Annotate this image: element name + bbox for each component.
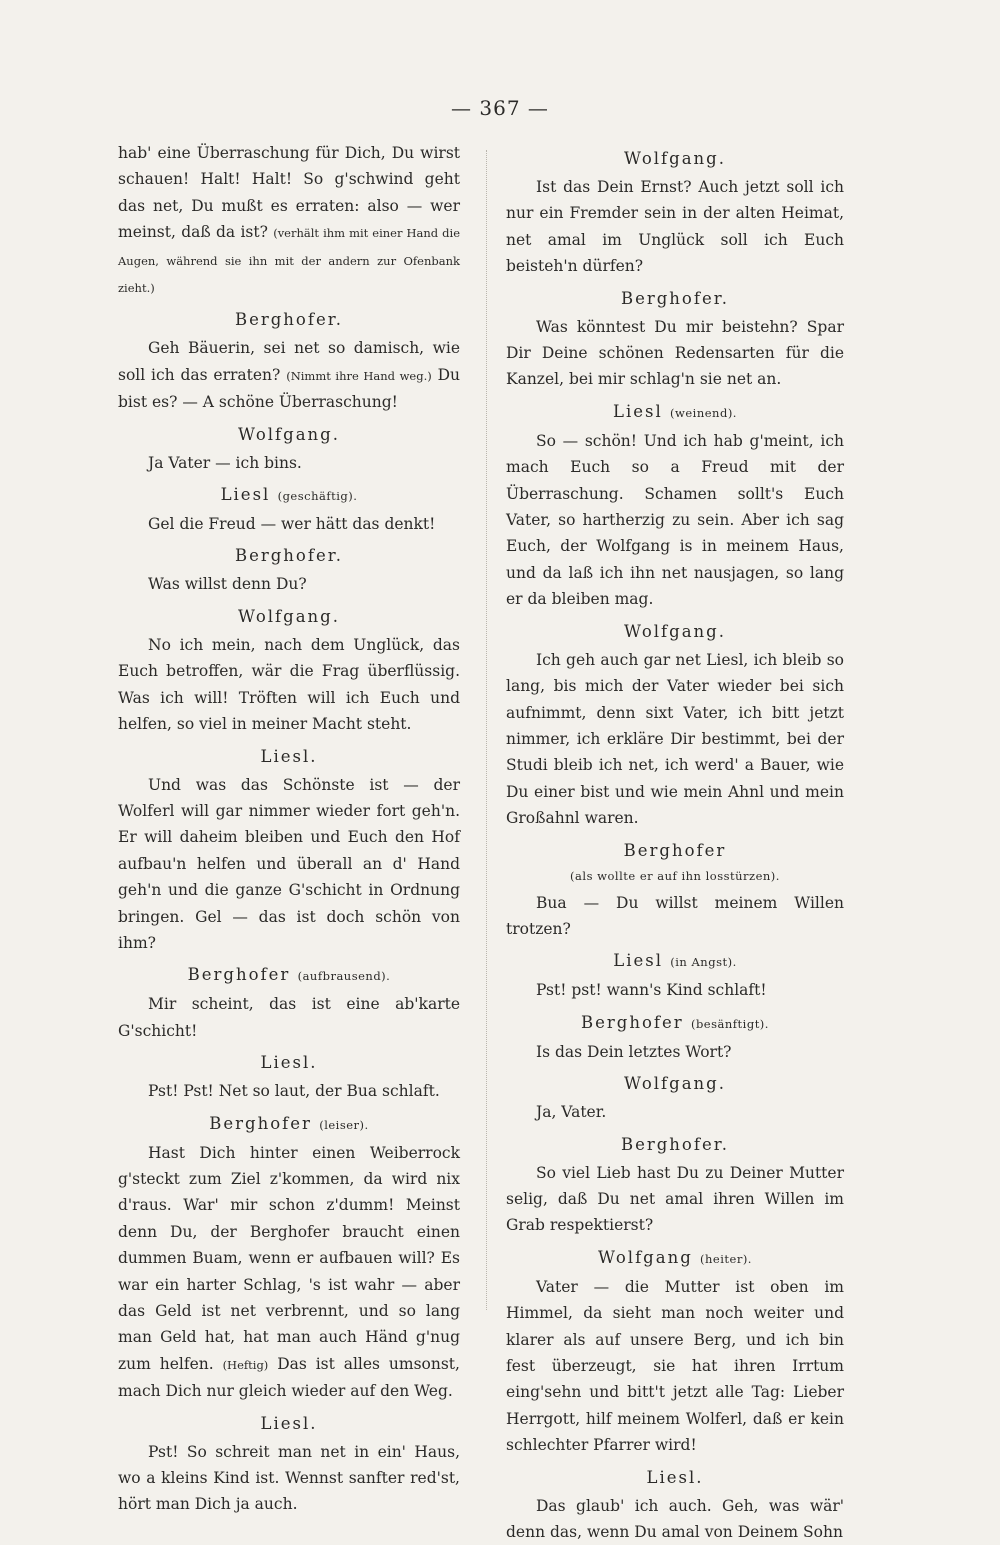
dialogue-text: Du bist es? — A schöne Überraschung!: [118, 365, 460, 412]
speaker-name: Berghofer: [581, 1012, 684, 1032]
speaker-name: Liesl.: [260, 1053, 318, 1073]
speaker-heading: [118, 744, 460, 770]
speaker-heading: [506, 1465, 844, 1491]
dialogue-text: Geh Bäuerin, sei net so damisch, wie soll ich das erraten?: [118, 339, 460, 384]
stage-direction: (geschäftig).: [277, 489, 358, 504]
dialogue-text: Ist das Dein Ernst? Auch jetzt soll ich nur ein Fremder sein in der alten Heimat, net amal im Unglück soll ich Euch beisteh'n dürfen?: [506, 178, 844, 276]
dialogue-text: Is das Dein letztes Wort?: [536, 1042, 732, 1061]
speaker-heading: [506, 1010, 844, 1037]
dialogue-paragraph: [506, 1099, 844, 1125]
dialogue-paragraph: [506, 174, 844, 280]
dialogue-paragraph: [506, 977, 844, 1003]
dialogue-text: Ich geh auch gar net Liesl, ich bleib so lang, bis mich der Vater wieder bei sich aufnimmt, denn sixt Vater, ich bitt jetzt nimmer, ich erkläre Dir bestimmt, bei der Studi bleib ich net, ich werd' a Bauer, wie Du einer bist und wie mein Ahnl und mein Großahnl waren.: [506, 650, 844, 828]
left-column: [118, 140, 460, 1518]
dialogue-text: So viel Lieb hast Du zu Deiner Mutter selig, daß Du net amal ihren Willen im Grab respektierst?: [506, 1163, 844, 1235]
speaker-heading: [118, 604, 460, 630]
dialogue-paragraph: [118, 140, 460, 301]
dialogue-paragraph: [118, 511, 460, 537]
dialogue-text: Das glaub' ich auch. Geh, was wär' denn das, wenn Du amal von Deinem Sohn: [506, 1496, 844, 1542]
speaker-name: Wolfgang: [598, 1247, 693, 1267]
dialogue-paragraph: [506, 647, 844, 832]
speaker-heading: [118, 307, 460, 333]
stage-direction: (als wollte er auf ihn losstürzen).: [570, 868, 780, 883]
speaker-name: Berghofer.: [234, 310, 344, 330]
speaker-heading: [506, 838, 844, 864]
dialogue-text: Mir scheint, das ist eine ab'karte G'schicht!: [118, 995, 460, 1040]
dialogue-text: Ja, Vater.: [536, 1103, 607, 1122]
speaker-name: Wolfgang.: [624, 1074, 726, 1094]
speaker-name: Berghofer: [623, 840, 727, 860]
dialogue-text: Das ist alles umsonst, mach Dich nur gleich wieder auf den Weg.: [118, 1354, 460, 1401]
stage-direction: (in Angst).: [670, 955, 737, 970]
dialogue-text: Was könntest Du mir beistehn? Spar Dir Deine schönen Redensarten für die Kanzel, bei mir schlag'n sie net an.: [506, 317, 844, 389]
stage-direction: (verhält ihm mit einer Hand die Augen, während sie ihn mit der andern zur Ofenbank zieht.): [118, 226, 460, 296]
stage-direction: (weinend).: [670, 405, 737, 420]
speaker-heading: [506, 948, 844, 975]
speaker-heading: [506, 619, 844, 645]
speaker-name: Liesl: [220, 485, 271, 505]
dialogue-text: Gel die Freud — wer hätt das denkt!: [148, 515, 436, 534]
speaker-name: Wolfgang.: [238, 424, 340, 444]
dialogue-text: Pst! pst! wann's Kind schlaft!: [536, 981, 767, 1000]
dialogue-text: Was willst denn Du?: [148, 575, 307, 594]
dialogue-paragraph: [118, 1439, 460, 1518]
dialogue-text: No ich mein, nach dem Unglück, das Euch betroffen, wär die Frag überflüssig. Was ich will! Tröften will ich Euch und helfen, so viel in meiner Macht steht.: [118, 635, 460, 734]
speaker-name: Berghofer.: [234, 546, 344, 566]
right-column: [506, 140, 844, 1545]
dialogue-paragraph: [118, 991, 460, 1044]
dialogue-paragraph: [118, 772, 460, 957]
speaker-heading: [506, 399, 844, 426]
dialogue-paragraph: [118, 632, 460, 738]
dialogue-paragraph: [506, 1493, 844, 1545]
speaker-heading: [118, 543, 460, 569]
speaker-name: Liesl: [613, 401, 663, 421]
speaker-name: Liesl.: [260, 746, 318, 766]
speaker-heading: [506, 146, 844, 172]
dialogue-paragraph: [118, 571, 460, 597]
stage-direction: (aufbrausend).: [297, 969, 391, 984]
dialogue-paragraph: [506, 1274, 844, 1459]
stage-direction: (Heftig): [222, 1357, 269, 1372]
speaker-name: Berghofer.: [620, 1134, 730, 1154]
dialogue-text: hab' eine Überraschung für Dich, Du wirst schauen! Halt! Halt! So g'schwind geht das net, Du mußt es erraten: also — wer meinst, daß da ist?: [118, 144, 460, 242]
speaker-name: Berghofer: [187, 965, 291, 985]
speaker-name: Wolfgang.: [624, 149, 726, 168]
speaker-heading: [506, 1132, 844, 1158]
speaker-heading: [118, 1411, 460, 1437]
dialogue-paragraph: [118, 335, 460, 415]
speaker-heading: [118, 482, 460, 509]
stage-direction: (Nimmt ihre Hand weg.): [286, 368, 432, 383]
stage-direction: (besänftigt).: [690, 1016, 769, 1031]
column-divider: [486, 150, 488, 1310]
dialogue-text: Vater — die Mutter ist oben im Himmel, da sieht man noch weiter und klarer als auf unsere Berg, und ich bin fest überzeugt, sie hat ihren Irrtum eing'sehn und bitt't jetzt alle Tag: Lieber Herrgott, hilf meinem Wolferl, daß er kein schlechter Pfarrer wird!: [506, 1277, 844, 1455]
speaker-heading: [118, 962, 460, 989]
dialogue-paragraph: [506, 1039, 844, 1065]
dialogue-paragraph: [118, 450, 460, 476]
speaker-name: Liesl.: [646, 1467, 704, 1487]
speaker-heading: [506, 286, 844, 312]
speaker-name: Wolfgang.: [238, 606, 340, 626]
speaker-heading: [506, 1071, 844, 1097]
dialogue-paragraph: [118, 1078, 460, 1104]
speaker-heading: [506, 1245, 844, 1272]
speaker-name: Liesl.: [260, 1413, 318, 1433]
dialogue-text: Und was das Schönste ist — der Wolferl will gar nimmer wieder fort geh'n. Er will daheim bleiben und Euch den Hof aufbau'n helfen und überall an d' Hand geh'n und die ganze G'schicht in Ordnung bringen. Gel — das ist doch schön von ihm?: [118, 775, 460, 952]
dialogue-text: Pst! So schreit man net in ein' Haus, wo a kleins Kind ist. Wennst sanfter red'st, hört man Dich ja auch.: [118, 1442, 460, 1514]
speaker-name: Wolfgang.: [624, 621, 726, 641]
dialogue-text: Hast Dich hinter einen Weiberrock g'steckt zum Ziel z'kommen, da wird nix d'raus. War' mir schon z'dumm! Meinst denn Du, der Berghofer braucht einen dummen Buam, wenn er aufbauen will? Es war ein harter Schlag, 's ist wahr — aber das Geld ist net verbrennt, und so lang man Geld hat, hat man auch Händ g'nug zum helfen.: [118, 1143, 460, 1373]
speaker-name: Liesl: [613, 951, 664, 971]
dialogue-paragraph: [506, 428, 844, 613]
speaker-heading: [118, 1050, 460, 1076]
stage-direction: (heiter).: [700, 1251, 752, 1266]
page-number: — 367 —: [451, 96, 549, 120]
stage-direction: (leiser).: [319, 1117, 369, 1132]
dialogue-paragraph: [506, 1160, 844, 1239]
speaker-name: Berghofer.: [620, 288, 730, 308]
dialogue-paragraph: [506, 890, 844, 943]
dialogue-text: So — schön! Und ich hab g'meint, ich mach Euch so a Freud mit der Überraschung. Schamen sollt's Euch Vater, so hartherzig zu sein. Aber ich sag Euch, der Wolfgang is in meinem Haus, und da laß ich ihn net nausjagen, so lang er da bleiben mag.: [506, 431, 844, 609]
speaker-name: Berghofer: [209, 1113, 312, 1133]
dialogue-text: Pst! Pst! Net so laut, der Bua schlaft.: [148, 1082, 440, 1101]
speaker-heading: [118, 422, 460, 448]
dialogue-text: Ja Vater — ich bins.: [148, 453, 302, 472]
speaker-heading: [118, 1111, 460, 1138]
dialogue-paragraph: [506, 314, 844, 393]
dialogue-paragraph: [118, 1140, 460, 1405]
dialogue-text: Bua — Du willst meinem Willen trotzen?: [506, 893, 844, 938]
